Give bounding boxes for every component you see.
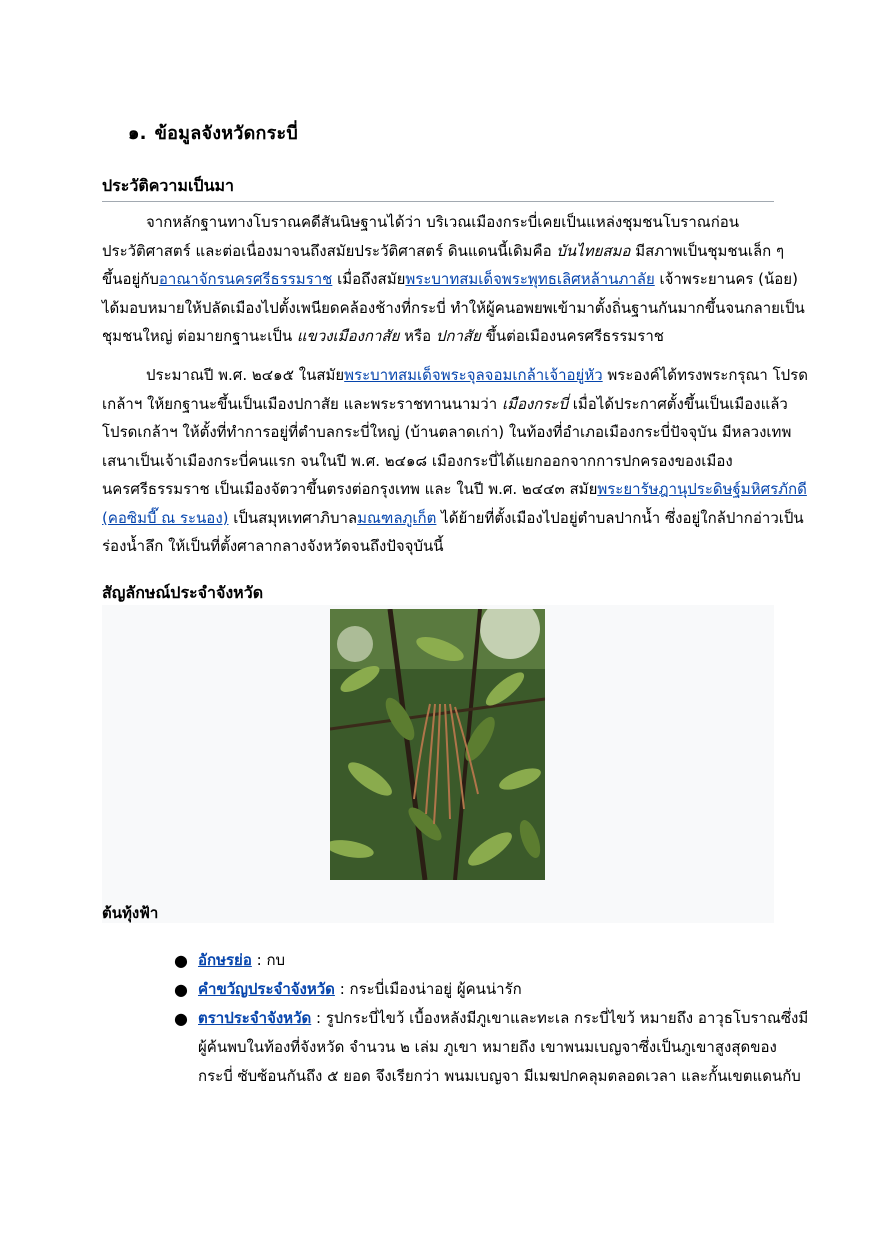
term-description: กบ — [266, 951, 286, 969]
term-description: รูปกระบี่ไขว้ เบื้องหลังมีภูเขาและทะเล กระบี่ไขว้ หมายถึง อาวุธโบราณซึ่งมี — [325, 1009, 809, 1027]
text-run: ขึ้นอยู่กับ — [102, 270, 159, 288]
title-number: ๑. — [128, 123, 147, 144]
text-run: หรือ — [399, 327, 436, 345]
text-line — [102, 265, 798, 294]
link-king-rama-2[interactable]: พระบาทสมเด็จพระพุทธเลิศหล้านภาลัย — [405, 270, 655, 288]
text-line — [102, 475, 807, 504]
text-run: เป็นสมุหเทศาภิบาล — [228, 508, 358, 527]
text-line: โปรดเกล้าฯ ให้ตั้งที่ทำการอยู่ที่ตำบลกระบี่ใหญ่ (บ้านตลาดเก่า) ในท้องที่อำเภอเมืองกระบี่ปัจจุบัน มีหลวงเทพ — [102, 423, 792, 441]
bullet-icon: ● — [174, 951, 188, 970]
page-title — [128, 118, 298, 147]
term-link[interactable]: อักษรย่อ — [198, 951, 252, 969]
tree-photo[interactable] — [330, 609, 545, 880]
term-separator: : — [251, 951, 267, 969]
list-item-motto — [172, 975, 772, 1004]
text-line — [102, 361, 808, 390]
term-description: กระบี่เมืองน่าอยู่ ผู้คนน่ารัก — [349, 980, 522, 998]
list-item-seal — [172, 1004, 809, 1091]
symbols-list — [172, 946, 809, 1091]
text-line: จากหลักฐานทางโบราณคดีสันนิษฐานได้ว่า บริเวณเมืองกระบี่เคยเป็นแหล่งชุมชนโบราณก่อน — [146, 213, 740, 231]
bullet-icon: ● — [174, 980, 188, 999]
photo-caption: ต้นทุ้งฟ้า — [102, 904, 159, 922]
history-paragraph-1 — [102, 208, 805, 351]
text-line — [102, 322, 774, 351]
italic-term: เมืองกระบี่ — [501, 394, 569, 413]
italic-term: ปกาสัย — [435, 327, 481, 345]
list-item-abbreviation — [172, 946, 772, 975]
link-king-rama-5[interactable]: พระบาทสมเด็จพระจุลจอมเกล้าเจ้าอยู่หัว — [344, 366, 603, 384]
text-run: ชุมชนใหญ่ ต่อมายกฐานะเป็น — [102, 327, 297, 345]
text-line: ได้มอบหมายให้ปลัดเมืองไปตั้งเพนียดคล้องช้างที่กระบี่ ทำให้ผู้คนอพยพเข้ามาตั้งถิ่นฐานกันมากขึ้นจนกลายเป็น — [102, 298, 805, 317]
bullet-icon: ● — [174, 1009, 188, 1028]
text-line — [102, 390, 788, 419]
history-paragraph-2 — [102, 361, 808, 561]
text-line: ร่องน้ำลึก ให้เป็นที่ตั้งศาลากลางจังหวัดจนถึงปัจจุบันนี้ — [102, 537, 444, 555]
link-monthon-phuket[interactable]: มณฑลภูเก็ต — [357, 508, 437, 527]
text-line — [102, 504, 804, 533]
tree-figure — [102, 605, 774, 923]
link-khaw-sim-bee-na-ranong[interactable]: (คอซิมบี๊ ณ ระนอง) — [102, 508, 229, 527]
italic-term: บันไทยสมอ — [556, 241, 631, 260]
term-separator: : — [311, 1009, 326, 1027]
link-nakhon-si-thammarat-kingdom[interactable]: อาณาจักรนครศรีธรรมราช — [158, 270, 333, 288]
text-line — [102, 237, 785, 266]
text-run: นครศรีธรรมราช เป็นเมืองจัตวาขึ้นตรงต่อกรุงเทพ และ ในปี พ.ศ. ๒๔๔๓ สมัย — [102, 480, 598, 498]
text-run: มีสภาพเป็นชุมชนเล็ก ๆ — [630, 241, 785, 260]
text-line — [198, 1004, 809, 1033]
tree-photo-image — [330, 609, 545, 880]
text-run: ประวัติศาสตร์ และต่อเนื่องมาจนถึงสมัยประวัติศาสตร์ ดินแดนนี้เดิมคือ — [102, 241, 557, 260]
text-run: เจ้าพระยานคร (น้อย) — [654, 270, 798, 288]
text-line: ผู้ค้นพบในท้องที่จังหวัด จำนวน ๒ เล่ม ภูเขา หมายถึง เขาพนมเบญจาซึ่งเป็นภูเขาสูงสุดของ — [198, 1038, 777, 1056]
text-run: ขึ้นต่อเมืองนครศรีธรรมราช — [480, 327, 664, 345]
text-run: ประมาณปี พ.ศ. ๒๔๑๕ ในสมัย — [146, 366, 345, 384]
text-run: เมื่อได้ประกาศตั้งขึ้นเป็นเมืองแล้ว — [568, 394, 788, 413]
italic-term: แขวงเมืองกาสัย — [296, 327, 400, 345]
text-run: เกล้าฯ ให้ยกฐานะขึ้นเป็นเมืองปกาสัย และพระราชทานนามว่า — [102, 394, 502, 413]
text-line: เสนาเป็นเจ้าเมืองกระบี่คนแรก จนในปี พ.ศ. ๒๔๑๘ เมืองกระบี่ได้แยกออกจากการปกครองของเมือง — [102, 451, 733, 470]
text-line: กระบี่ ซับซ้อนกันถึง ๕ ยอด จึงเรียกว่า พนมเบญจา มีเมฆปกคลุมตลอดเวลา และกั้นเขตแดนกับ — [198, 1067, 801, 1085]
title-text: ข้อมูลจังหวัดกระบี่ — [154, 123, 298, 144]
term-separator: : — [334, 980, 350, 998]
term-link[interactable]: คำขวัญประจำจังหวัด — [198, 980, 335, 998]
text-run: ได้ย้ายที่ตั้งเมืองไปอยู่ตำบลปากน้ำ ซึ่งอยู่ใกล้ปากอ่าวเป็น — [436, 508, 804, 527]
term-link[interactable]: ตราประจำจังหวัด — [198, 1009, 312, 1027]
link-phraya-ratsadanupradit[interactable]: พระยารัษฎานุประดิษฐ์มหิศรภักดี — [597, 480, 807, 498]
text-run: เมื่อถึงสมัย — [332, 270, 406, 288]
symbols-heading: สัญลักษณ์ประจำจังหวัด — [102, 581, 774, 609]
text-run: พระองค์ได้ทรงพระกรุณา โปรด — [602, 366, 808, 384]
history-heading: ประวัติความเป็นมา — [102, 174, 774, 202]
